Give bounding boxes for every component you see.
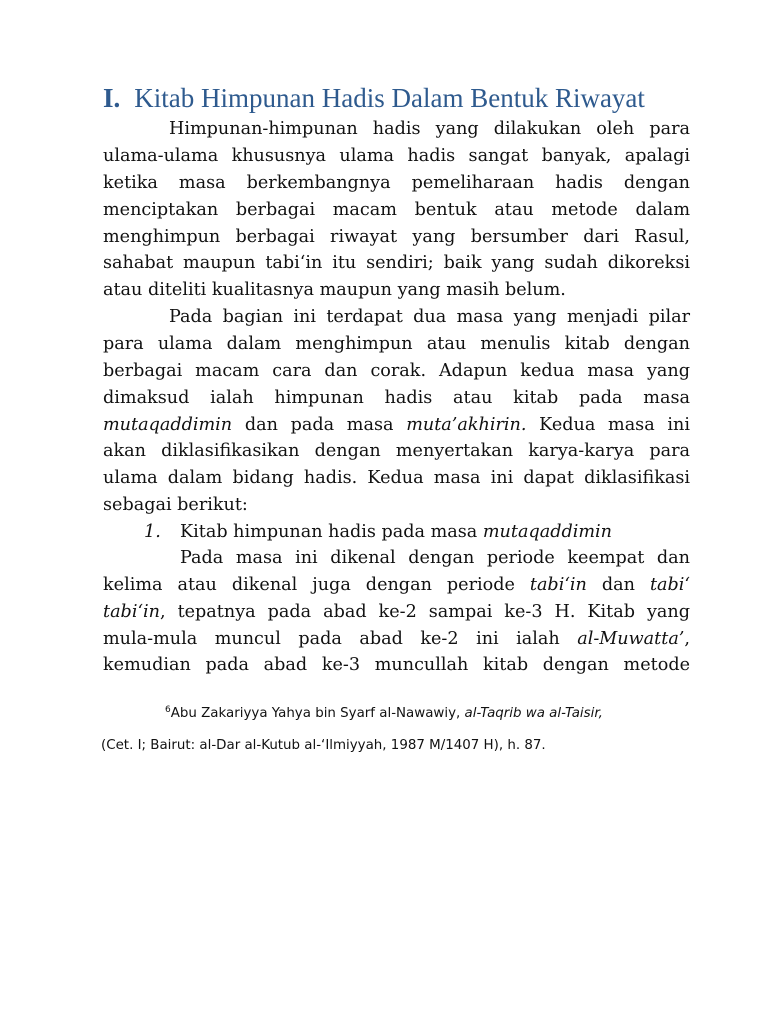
term-tabiin: tabi‘in	[529, 575, 587, 595]
term-al-muwatta: al-Muwatta’	[577, 629, 685, 649]
paragraph-3-line-1: Pada masa ini dikenal dengan periode keempat dan	[180, 548, 690, 568]
paragraph-2-line-1: Pada bagian ini terdapat dua masa yang menjadi pilar	[169, 307, 690, 327]
term-tabi: tabi‘	[649, 575, 690, 595]
paragraph-1-line-6: sahabat maupun tabi‘in itu sendiri; baik yang sudah dikoreksi	[103, 253, 690, 273]
term-tabiin-2: tabi‘in	[103, 602, 160, 622]
paragraph-2-line-4: dimaksud ialah himpunan hadis atau kitab pada masa	[103, 388, 690, 408]
footnote-number: 6	[165, 705, 171, 715]
paragraph-2-line-8: sebagai berikut:	[103, 495, 248, 515]
paragraph-1-line-2: ulama-ulama khususnya ulama hadis sangat banyak, apalagi	[103, 146, 690, 166]
footnote-author: Abu Zakariyya Yahya bin Syarf al-Nawawiy,	[170, 706, 465, 721]
paragraph-2-line-5-end: Kedua masa ini	[526, 415, 690, 435]
footnote-title: al-Taqrib wa al-Taisir,	[464, 706, 603, 721]
paragraph-3-line-4-end: ,	[684, 629, 690, 649]
paragraph-3-line-5: kemudian pada abad ke-3 muncullah kitab dengan metode	[103, 655, 690, 675]
paragraph-3-line-2-mid: dan	[586, 575, 650, 595]
term-mutaqaddimin: mutaqaddimin	[103, 415, 233, 435]
term-mutaakhirin: muta’akhirin.	[406, 415, 527, 435]
paragraph-1-line-4: menciptakan berbagai macam bentuk atau metode dalam	[103, 200, 690, 220]
paragraph-1-line-5: menghimpun berbagai riwayat yang bersumber dari Rasul,	[103, 227, 690, 247]
paragraph-3-line-4	[103, 626, 690, 653]
paragraph-2-line-7: ulama dalam bidang hadis. Kedua masa ini dapat diklasifikasi	[103, 468, 690, 488]
section-title: Kitab Himpunan Hadis Dalam Bentuk Riwayat	[134, 83, 645, 113]
paragraph-1-line-7: atau diteliti kualitasnya maupun yang masih belum.	[103, 280, 566, 300]
paragraph-2-line-5	[103, 412, 690, 439]
list-item-term: mutaqaddimin	[482, 522, 612, 542]
list-item-text: Kitab himpunan hadis pada masa	[180, 522, 483, 542]
paragraph-3-line-4-start: mula-mula muncul pada abad ke-2 ini ialah	[103, 629, 578, 649]
paragraph-3-line-3	[103, 599, 690, 626]
paragraph-1-line-3: ketika masa berkembangnya pemeliharaan hadis dengan	[103, 173, 690, 193]
list-marker: 1.	[144, 522, 161, 542]
paragraph-2-line-3: berbagai macam cara dan corak. Adapun kedua masa yang	[103, 361, 690, 381]
paragraph-2-line-6: akan diklasifikasikan dengan menyertakan karya-karya para	[103, 441, 690, 461]
list-item-1	[144, 519, 612, 546]
paragraph-3-line-3-rest: , tepatnya pada abad ke-2 sampai ke-3 H. Kitab yang	[160, 602, 690, 622]
paragraph-3-line-2-start: kelima atau dikenal juga dengan periode	[103, 575, 530, 595]
paragraph-1-line-1: Himpunan-himpunan hadis yang dilakukan oleh para	[169, 119, 690, 139]
footnote-publication: (Cet. I; Bairut: al-Dar al-Kutub al-‘Ilmiyyah, 1987 M/1407 H), h. 87.	[101, 738, 546, 753]
section-heading	[103, 82, 645, 114]
section-number: I.	[103, 83, 121, 113]
paragraph-2-line-2: para ulama dalam menghimpun atau menulis kitab dengan	[103, 334, 690, 354]
footnote-line-1	[165, 701, 603, 723]
paragraph-2-line-5-mid: dan pada masa	[232, 415, 407, 435]
paragraph-3-line-2	[103, 572, 690, 599]
